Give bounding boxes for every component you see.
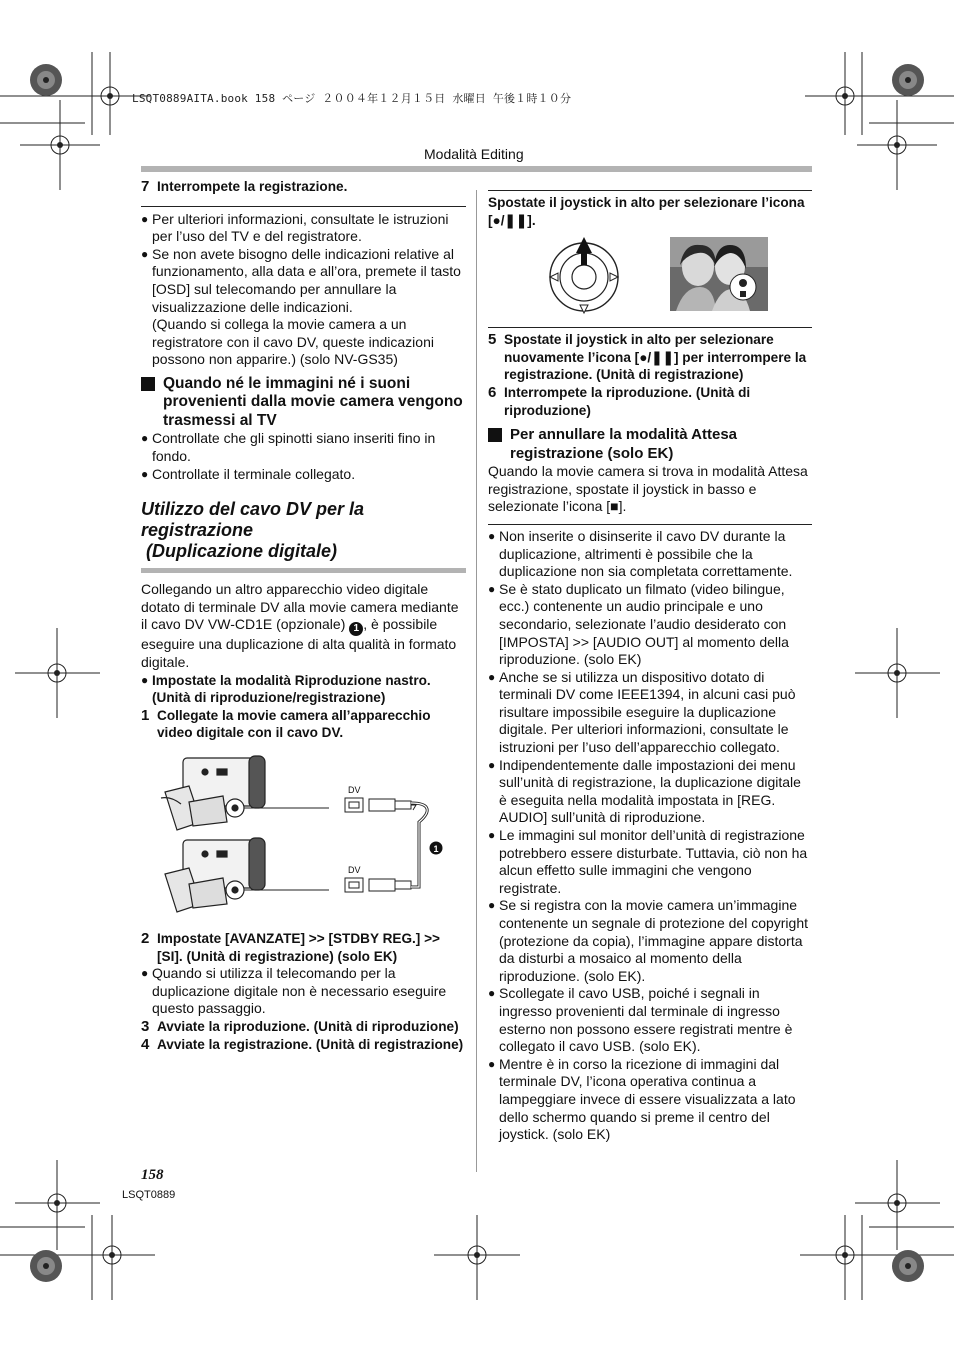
pre-bullet: ● Impostate la modalità Riproduzione nastro. (Unità di riproduzione/registrazione)	[141, 672, 431, 706]
dv-plug	[369, 799, 411, 891]
joystick-instruction: Spostate il joystick in alto per selezionare l’icona [●/❚❚].	[488, 195, 805, 228]
rule	[488, 327, 812, 328]
illustration-row	[488, 235, 812, 323]
note-item: ● Anche se si utilizza un dispositivo dotato di terminali DV come IEEE1394, in alcuni casi può risultare impossibile eseguire la duplicazione digitale. Per ulteriori informazioni, consultate le istruzioni per l’uso dell’apparecchio collegato.	[488, 668, 796, 756]
file-header: LSQT0889AITA.book 158 ページ ２００４年１２月１５日 水曜日 午後１時１０分	[132, 92, 572, 105]
step-5: 5 Spostate il joystick in alto per selezionare nuovamente l’icona [●/❚❚] per interrompere la registrazione. (Unità di registrazione)	[488, 331, 807, 383]
camcorder-icon	[161, 756, 265, 830]
step-2: 2 Impostate [AVANZATE] >> [STDBY REG.] >> [SI]. (Unità di registrazione) (solo EK)	[141, 929, 440, 964]
note-item: ● Le immagini sul monitor dell’unità di registrazione potrebbero essere disturbate. Tuttavia, ciò non ha alcun effetto sulle immagini che vengono registrate.	[488, 827, 808, 896]
dv-label-bottom: DV	[348, 864, 361, 875]
intro-paragraph: Collegando un altro apparecchio video digitale dotato di terminale DV alla movie camera mediante il cavo DV VW-CD1E (opzionale) 1 , è possibile eseguire una duplicazione di alta qualità in formato digitale.	[141, 581, 459, 670]
section-title: Modalità Editing	[424, 146, 524, 162]
list-item-continuation: (Quando si collega la movie camera a un registratore con il cavo DV, queste indicazioni possono non apparire.) (solo NV-GS35)	[152, 316, 434, 368]
list-item: ● Se non avete bisogno delle indicazioni relative al funzionamento, alla data e all’ora, premete il tasto [OSD] sul telecomando per annullare la visualizzazione delle indicazioni.	[141, 245, 461, 315]
note-item: ● Indipendentemente dalle impostazioni dei menu sull’unità di registrazione, la duplicazione digitale è eseguita nella modalità impostata in [REG. AUDIO] sull’unità di riproduzione.	[488, 756, 801, 826]
subhead-cancel: Per annullare la modalità Attesa registrazione (solo EK)	[488, 426, 812, 463]
page-number: 158	[141, 1167, 164, 1183]
rule	[488, 190, 812, 191]
subhead-tv: Quando né le immagini né i suoni provenienti dalla movie camera vengono trasmessi al TV	[141, 375, 466, 431]
right-column	[488, 190, 812, 1144]
section-heading: Utilizzo del cavo DV per la registrazione (Duplicazione digitale)	[141, 499, 466, 573]
cancel-text: Quando la movie camera si trova in modalità Attesa registrazione, spostate il joystick in basso e selezionate l’icona [■].	[488, 463, 808, 515]
document-code: LSQT0889	[122, 1189, 176, 1201]
square-marker	[141, 377, 155, 391]
note-item: ● Mentre è in corso la ricezione di immagini dal terminale DV, l’icona operativa continua a lampeggiare invece di essere visualizzata a lato dello schermo quando si preme il centro del joystick. (solo EK)	[488, 1055, 796, 1143]
list-item: ● Per ulteriori informazioni, consultate le istruzioni per l’uso del TV e del registratore.	[141, 210, 449, 245]
svg-text:1: 1	[433, 843, 439, 854]
dv-connection-diagram	[141, 752, 466, 922]
note-item: ● Scollegate il cavo USB, poiché i segnali in ingresso provenienti dal terminale di ingresso esterno non possono essere registrati mentre è collegato il cavo USB. (solo EK).	[488, 985, 793, 1055]
step-7: 7 Interrompete la registrazione.	[141, 178, 348, 195]
note-item: ● Se si registra con la movie camera un’immagine contenente un segnale di protezione del copyright (protezione da copia), l’immagine appare distorta da disturbi a mosaico al momento della riproduzione. (solo EK).	[488, 897, 808, 984]
step-4: 4 Avviate la registrazione. (Unità di registrazione)	[141, 1035, 464, 1053]
left-column	[141, 178, 466, 1053]
step-1: 1 Collegate la movie camera all’apparecchio video digitale con il cavo DV.	[141, 706, 431, 741]
preview-photo	[670, 237, 768, 311]
square-marker	[488, 428, 502, 442]
header-bar	[141, 166, 812, 172]
camcorder-icon	[165, 838, 265, 912]
list-item: ● Quando si utilizza il telecomando per la duplicazione digitale non è necessario eseguire questo passaggio.	[141, 965, 447, 1017]
dv-label-top: DV	[348, 784, 361, 795]
marker-1: 1	[349, 622, 363, 636]
step-3: 3 Avviate la riproduzione. (Unità di riproduzione)	[141, 1017, 459, 1035]
note-item: ● Non inserite o disinserite il cavo DV durante la duplicazione, altrimenti è possibile che la duplicazione non sia completata correttamente.	[488, 527, 793, 580]
list-item: ● Controllate che gli spinotti siano inseriti fino in fondo.	[141, 430, 436, 465]
note-item: ● Se è stato duplicato un filmato (video bilingue, ecc.) contenente un audio principale e uno secondario, selezionate l’audio desiderato con [IMPOSTA] >> [AUDIO OUT] al momento della riproduzione. (solo EK)	[488, 580, 789, 668]
step-6: 6 Interrompete la riproduzione. (Unità di riproduzione)	[488, 383, 751, 418]
joystick-icon	[546, 235, 626, 315]
column-divider	[476, 190, 477, 1172]
list-item: ● Controllate il terminale collegato.	[141, 465, 356, 482]
